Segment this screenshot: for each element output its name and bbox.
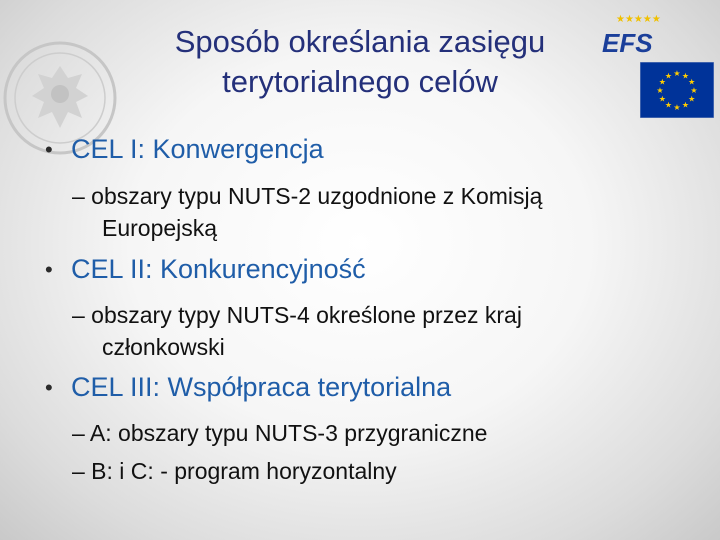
sub-item-line: – obszary typu NUTS-2 uzgodnione z Komisją	[72, 183, 543, 209]
eu-star-icon: ★	[656, 86, 664, 95]
eu-star-icon: ★	[664, 100, 673, 110]
bullet-label: CEL II: Konkurencyjność	[71, 254, 366, 284]
eu-star-icon: ★	[690, 86, 698, 95]
sub-item	[72, 455, 397, 487]
eu-star-icon: ★	[681, 100, 690, 110]
bullet-marker: •	[45, 257, 53, 282]
sub-item-line: – B: i C: - program horyzontalny	[72, 458, 397, 484]
sub-item-line: członkowski	[102, 334, 225, 360]
eu-star-icon: ★	[664, 71, 673, 81]
sub-item-line: Europejską	[102, 215, 218, 241]
title-line-1: Sposób określania zasięgu	[174, 24, 546, 59]
bullet-label: CEL I: Konwergencja	[71, 134, 324, 164]
eu-star-icon: ★	[688, 77, 696, 87]
svg-text:★★★★★: ★★★★★	[616, 14, 661, 25]
eu-star-icon: ★	[688, 94, 696, 104]
bullet-marker: •	[45, 137, 53, 162]
sub-item	[72, 417, 487, 449]
eu-star-icon: ★	[673, 103, 681, 112]
eu-star-icon: ★	[658, 94, 666, 104]
sub-item	[72, 180, 542, 244]
eu-star-icon: ★	[658, 77, 666, 87]
bullet-marker: •	[45, 375, 53, 400]
eu-flag-icon	[640, 62, 714, 118]
title-line-2: terytorialnego celów	[222, 64, 498, 99]
eu-star-icon: ★	[673, 69, 681, 78]
bullet-cel-2	[45, 254, 366, 286]
sub-item	[72, 299, 522, 363]
eu-star-icon: ★	[681, 71, 690, 81]
sub-item-line: – A: obszary typu NUTS-3 przygraniczne	[72, 420, 488, 446]
sub-item-line: – obszary typy NUTS-4 określone przez kraj	[72, 302, 522, 328]
bullet-cel-1	[45, 134, 324, 166]
bullet-label: CEL III: Współpraca terytorialna	[71, 372, 452, 402]
bullet-cel-3	[45, 372, 451, 404]
svg-text:EFS: EFS	[602, 28, 653, 55]
slide-title	[100, 22, 620, 102]
